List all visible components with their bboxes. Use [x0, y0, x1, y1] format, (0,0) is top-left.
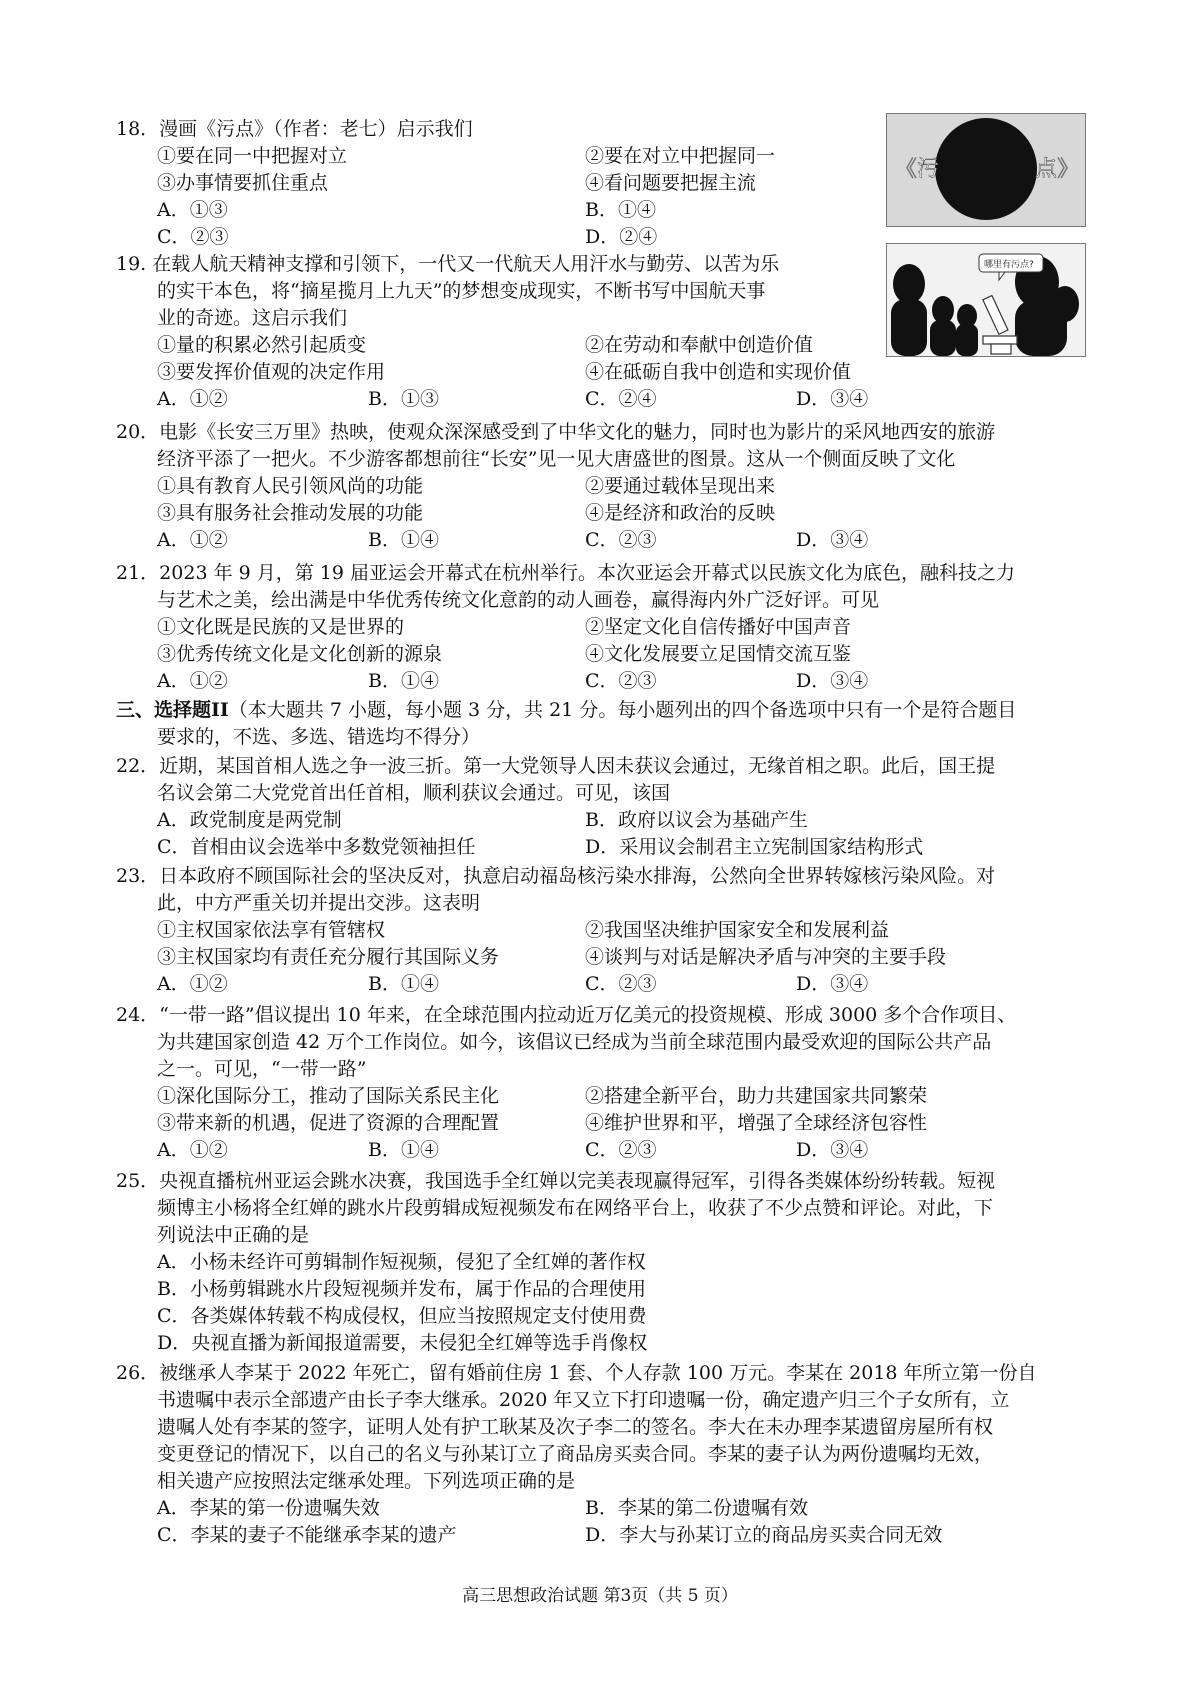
q18-option-b[interactable]: B．①④: [585, 199, 656, 221]
q19-statement-1: ①量的积累必然引起质变: [157, 334, 367, 356]
q19-option-a[interactable]: A．①②: [157, 388, 228, 410]
q25-option-b[interactable]: B．小杨剪辑跳水片段短视频并发布，属于作品的合理使用: [157, 1278, 646, 1300]
q22-option-a[interactable]: A．政党制度是两党制: [157, 809, 342, 831]
q25-option-d[interactable]: D．央视直播为新闻报道需要，未侵犯全红婵等选手肖像权: [157, 1332, 648, 1354]
q25-stem-line-1: 25．央视直播杭州亚运会跳水决赛，我国选手全红婵以完美表现赢得冠军，引得各类媒体纷纷转载。短视: [116, 1170, 996, 1192]
q19-option-b[interactable]: B．①③: [368, 388, 439, 410]
q18-stem: 18．漫画《污点》（作者：老七）启示我们: [116, 118, 473, 140]
q18-option-a[interactable]: A．①③: [157, 199, 228, 221]
q24-statement-2: ②搭建全新平台，助力共建国家共同繁荣: [585, 1085, 928, 1107]
q20-option-d[interactable]: D．③④: [796, 529, 869, 551]
q22-option-b[interactable]: B．政府以议会为基础产生: [585, 809, 808, 831]
q20-statement-3: ③具有服务社会推动发展的功能: [157, 502, 424, 524]
q25-stem-line-3: 列说法中正确的是: [157, 1224, 310, 1246]
q26-option-b[interactable]: B．李某的第二份遗嘱有效: [585, 1497, 808, 1519]
page-footer: 高三思想政治试题 第3页（共 5 页）: [462, 1586, 738, 1606]
q26-stem-line-3: 遗嘱人处有李某的签字，证明人处有护工耿某及次子李二的签名。李大在未办理李某遗留房屋所有权: [157, 1416, 994, 1438]
cartoon-microscope-image: [886, 243, 1086, 357]
q21-stem-line-2: 与艺术之美，绘出满是中华优秀传统文化意韵的动人画卷，赢得海内外广泛好评。可见: [157, 589, 880, 611]
cartoon-title-right: 点》: [1035, 157, 1080, 182]
q21-statement-3: ③优秀传统文化是文化创新的源泉: [157, 643, 443, 665]
q20-stem-line-2: 经济平添了一把火。不少游客都想前往“长安”见一见大唐盛世的图景。这从一个侧面反映了文化: [157, 448, 956, 470]
q22-option-c[interactable]: C．首相由议会选举中多数党领袖担任: [157, 836, 476, 858]
q26-option-d[interactable]: D．李大与孙某订立的商品房买卖合同无效: [585, 1524, 943, 1546]
q24-option-b[interactable]: B．①④: [368, 1139, 439, 1161]
q20-option-c[interactable]: C．②③: [585, 529, 657, 551]
section3-title: 三、选择题II: [116, 699, 229, 721]
q24-stem-line-1: 24．“一带一路”倡议提出 10 年来，在全球范围内拉动近万亿美元的投资规模、形成 3000 多个合作项目、: [116, 1004, 1017, 1026]
q20-statement-4: ④是经济和政治的反映: [585, 502, 776, 524]
q18-statement-4: ④看问题要把握主流: [585, 172, 757, 194]
section3-instructions-1: （本大题共 7 小题，每小题 3 分，共 21 分。每小题列出的四个备选项中只有一个是符合题目: [228, 699, 1017, 721]
q19-option-c[interactable]: C．②④: [585, 388, 657, 410]
q20-stem-line-1: 20．电影《长安三万里》热映，使观众深深感受到了中华文化的魅力，同时也为影片的采风地西安的旅游: [116, 421, 996, 443]
speech-bubble-text: 哪里有污点?: [984, 260, 1034, 270]
stain-drawing: [887, 114, 1085, 226]
q23-statement-3: ③主权国家均有责任充分履行其国际义务: [157, 946, 500, 968]
q19-statement-2: ②在劳动和奉献中创造价值: [585, 334, 814, 356]
q21-option-b[interactable]: B．①④: [368, 670, 439, 692]
q19-stem-line-1: 19. 在载人航天精神支撑和引领下，一代又一代航天人用汗水与勤劳、以苦为乐: [116, 253, 780, 275]
q26-stem-line-5: 相关遗产应按照法定继承处理。下列选项正确的是: [157, 1470, 576, 1492]
q23-option-b[interactable]: B．①④: [368, 973, 439, 995]
q24-statement-4: ④维护世界和平，增强了全球经济包容性: [585, 1112, 928, 1134]
q18-option-d[interactable]: D．②④: [585, 226, 658, 248]
q23-statement-4: ④谈判与对话是解决矛盾与冲突的主要手段: [585, 946, 947, 968]
q25-option-c[interactable]: C．各类媒体转载不构成侵权，但应当按照规定支付使用费: [157, 1305, 647, 1327]
q23-statement-1: ①主权国家依法享有管辖权: [157, 919, 386, 941]
q18-statement-2: ②要在对立中把握同一: [585, 145, 776, 167]
q18-statement-3: ③办事情要抓住重点: [157, 172, 329, 194]
q25-stem-line-2: 频博主小杨将全红婵的跳水片段剪辑成短视频发布在网络平台上，收获了不少点赞和评论。对此，下: [157, 1197, 994, 1219]
q22-stem-line-1: 22．近期，某国首相人选之争一波三折。第一大党领导人因未获议会通过，无缘首相之职。此后，国王提: [116, 755, 996, 777]
q24-stem-line-2: 为共建国家创造 42 万个工作岗位。如今，该倡议已经成为当前全球范围内最受欢迎的国际公共产品: [157, 1031, 992, 1053]
q24-statement-1: ①深化国际分工，推动了国际关系民主化: [157, 1085, 500, 1107]
q21-statement-4: ④文化发展要立足国情交流互鉴: [585, 643, 852, 665]
q26-option-a[interactable]: A．李某的第一份遗嘱失效: [157, 1497, 380, 1519]
q20-option-b[interactable]: B．①④: [368, 529, 439, 551]
q19-statement-4: ④在砥砺自我中创造和实现价值: [585, 361, 852, 383]
q24-option-a[interactable]: A．①②: [157, 1139, 228, 1161]
q21-stem-line-1: 21．2023 年 9 月，第 19 届亚运会开幕式在杭州举行。本次亚运会开幕式以民族文化为底色，融科技之力: [116, 562, 1015, 584]
q24-option-d[interactable]: D．③④: [796, 1139, 869, 1161]
microscope-drawing: [887, 244, 1085, 356]
q21-option-d[interactable]: D．③④: [796, 670, 869, 692]
q26-stem-line-2: 书遗嘱中表示全部遗产由长子李大继承。2020 年又立下打印遗嘱一份，确定遗产归三个子女所有，立: [157, 1389, 1010, 1411]
q19-statement-3: ③要发挥价值观的决定作用: [157, 361, 386, 383]
q21-statement-1: ①文化既是民族的又是世界的: [157, 616, 405, 638]
q23-stem-line-2: 此，中方严重关切并提出交涉。这表明: [157, 892, 481, 914]
q20-statement-2: ②要通过载体呈现出来: [585, 475, 776, 497]
q23-option-a[interactable]: A．①②: [157, 973, 228, 995]
cartoon-stain-image: [886, 113, 1086, 227]
q20-statement-1: ①具有教育人民引领风尚的功能: [157, 475, 424, 497]
q23-stem-line-1: 23．日本政府不顾国际社会的坚决反对，执意启动福岛核污染水排海，公然向全世界转嫁核污染风险。对: [116, 865, 996, 887]
q23-statement-2: ②我国坚决维护国家安全和发展利益: [585, 919, 890, 941]
q21-option-a[interactable]: A．①②: [157, 670, 228, 692]
section3-header: [116, 697, 1016, 724]
q24-option-c[interactable]: C．②③: [585, 1139, 657, 1161]
q18-statement-1: ①要在同一中把握对立: [157, 145, 348, 167]
q19-option-d[interactable]: D．③④: [796, 388, 869, 410]
q23-option-c[interactable]: C．②③: [585, 973, 657, 995]
q21-statement-2: ②坚定文化自信传播好中国声音: [585, 616, 852, 638]
section3-instructions-2: 要求的，不选、多选、错选均不得分）: [157, 726, 481, 748]
cartoon-title-left: 《污: [895, 157, 940, 182]
q22-option-d[interactable]: D．采用议会制君主立宪制国家结构形式: [585, 836, 924, 858]
q21-option-c[interactable]: C．②③: [585, 670, 657, 692]
q20-option-a[interactable]: A．①②: [157, 529, 228, 551]
q18-option-c[interactable]: C．②③: [157, 226, 229, 248]
q19-stem-line-3: 业的奇迹。这启示我们: [157, 307, 348, 329]
q19-stem-line-2: 的实干本色，将“摘星揽月上九天”的梦想变成现实，不断书写中国航天事: [157, 280, 766, 302]
q22-stem-line-2: 名议会第二大党党首出任首相，顺利获议会通过。可见，该国: [157, 782, 671, 804]
q23-option-d[interactable]: D．③④: [796, 973, 869, 995]
q26-option-c[interactable]: C．李某的妻子不能继承李某的遗产: [157, 1524, 457, 1546]
q24-statement-3: ③带来新的机遇，促进了资源的合理配置: [157, 1112, 500, 1134]
q25-option-a[interactable]: A．小杨未经许可剪辑制作短视频，侵犯了全红婵的著作权: [157, 1251, 646, 1273]
q24-stem-line-3: 之一。可见，“一带一路”: [157, 1058, 367, 1080]
q26-stem-line-4: 变更登记的情况下，以自己的名义与孙某订立了商品房买卖合同。李某的妻子认为两份遗嘱均无效，: [157, 1443, 994, 1465]
q26-stem-line-1: 26．被继承人李某于 2022 年死亡，留有婚前住房 1 套、个人存款 100 万元。李某在 2018 年所立第一份自: [116, 1362, 1037, 1384]
